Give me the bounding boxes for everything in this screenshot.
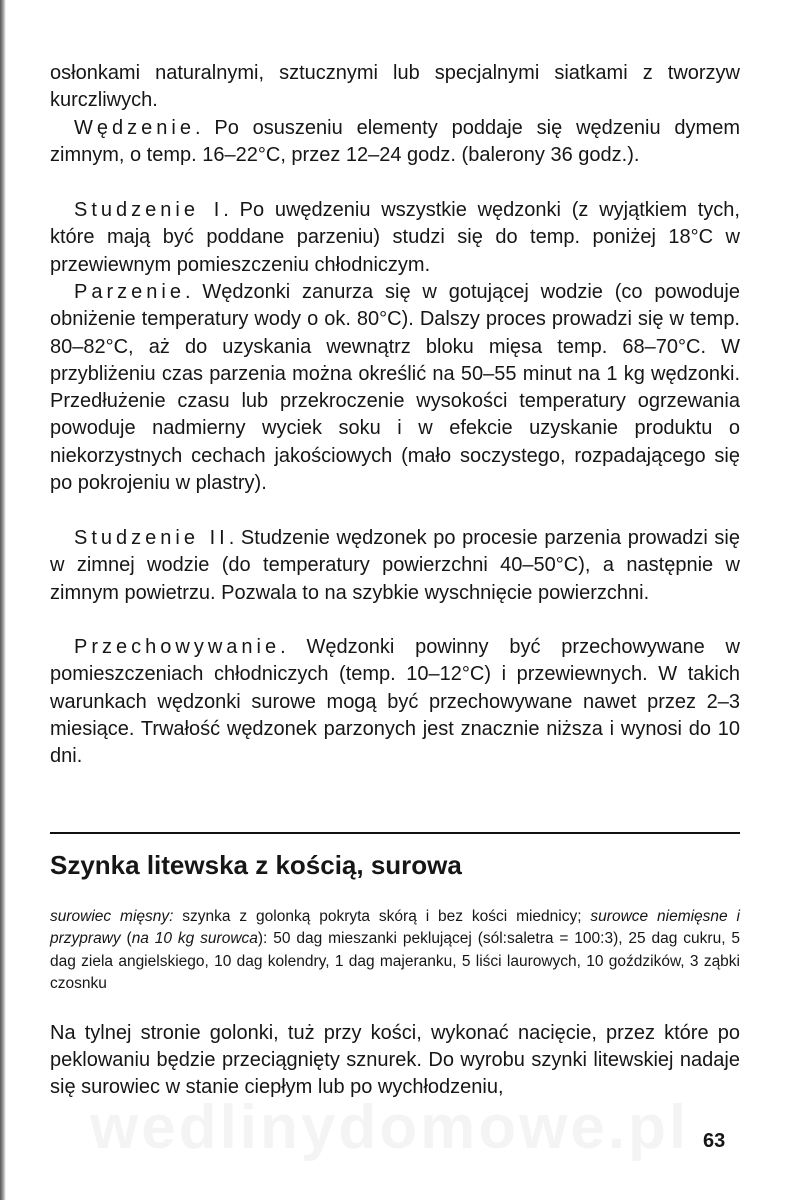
term-wedzenie: Wędzenie bbox=[74, 117, 195, 139]
section-divider bbox=[50, 832, 740, 834]
page-number: 63 bbox=[703, 1130, 726, 1152]
paragraph-studzenie-1: Studzenie I. Po uwędzeniu wszystkie wędzonki (z wyjątkiem tych, które mają być poddane parzeniu) studzi się do temp. poniżej 18°C w przewiewnym pomieszczeniu chłodniczym. bbox=[50, 199, 740, 276]
recipe-title: Szynka litewska z kością, surowa bbox=[50, 850, 462, 880]
per-amount-label: na 10 kg surowca bbox=[131, 930, 258, 948]
paragraph-studzenie-2: Studzenie II. Studzenie wędzonek po procesie parzenia prowadzi się w zimnej wodzie (do temperatury powierzchni 40–50°C), a następnie w zimnym powietrzu. Pozwala to na szybkie wyschnięcie powierzchni. bbox=[50, 527, 740, 604]
term-przechowywanie: Przechowywanie bbox=[74, 636, 281, 658]
paragraph-wedzenie: Wędzenie. Po osuszeniu elementy poddaje się wędzeniu dymem zimnym, o temp. 16–22°C, przez 12–24 godz. (balerony 36 godz.). bbox=[50, 117, 740, 167]
paragraph-continuation: osłonkami naturalnymi, sztucznymi lub specjalnymi siatkami z tworzyw kurczliwych. bbox=[50, 62, 740, 112]
paragraph-parzenie: Parzenie. Wędzonki zanurza się w gotującej wodzie (co powoduje obniżenie temperatury wody o ok. 80°C). Dalszy proces prowadzi się w temp. 80–82°C, aż do uzyskania wewnątrz bloku mięsa temp. 68–70°C. W przybliżeniu czas parzenia można określić na 50–55 minut na 1 kg wędzonki. Przedłużenie czasu lub przekroczenie wysokości temperatury ogrzewania powoduje nadmierny wyciek soku i w efekcie uzyskanie produktu o niekorzystnych cechach jakościowych (mało soczystego, rozpadającego się po pokrojeniu w plastry). bbox=[50, 281, 740, 495]
raw-material-label: surowiec mięsny: bbox=[50, 908, 174, 925]
watermark bbox=[90, 1092, 689, 1163]
recipe-body: Na tylnej stronie golonki, tuż przy kości, wykonać nacięcie, przez które po peklowaniu będzie przeciągnięty sznurek. Do wyrobu szynki litewskiej nadaje się surowiec w stanie ciepłym lub po wychłodzeniu, bbox=[50, 1022, 740, 1098]
term-studzenie-1: Studzenie I bbox=[74, 199, 224, 221]
ingredients-list: surowiec mięsny: szynka z golonką pokryta skórą i bez kości miednicy; surowce niemięsne i przyprawy (na 10 kg surowca): 50 dag mieszanki peklującej (sól:saletra = 100:3), 25 dag cukru, 5 dag ziela angielskiego, 10 dag kolendry, 1 dag majeranku, 5 liści laurowych, 10 goździków, 3 ząbki czosnku bbox=[50, 908, 740, 992]
non-meat-label: surowce niemięsne i przyprawy bbox=[50, 908, 740, 948]
binding-shadow bbox=[0, 0, 6, 1200]
term-studzenie-2: Studzenie II bbox=[74, 527, 229, 549]
term-parzenie: Parzenie bbox=[74, 281, 185, 303]
paragraph-przechowywanie: Przechowywanie. Wędzonki powinny być przechowywane w pomieszczeniach chłodniczych (temp. 10–12°C) i przewiewnych. W takich warunkach wędzonki surowe mogą być przechowywane nawet przez 2–3 miesiące. Trwałość wędzonek parzonych jest znacznie niższa i wynosi do 10 dni. bbox=[50, 636, 740, 768]
